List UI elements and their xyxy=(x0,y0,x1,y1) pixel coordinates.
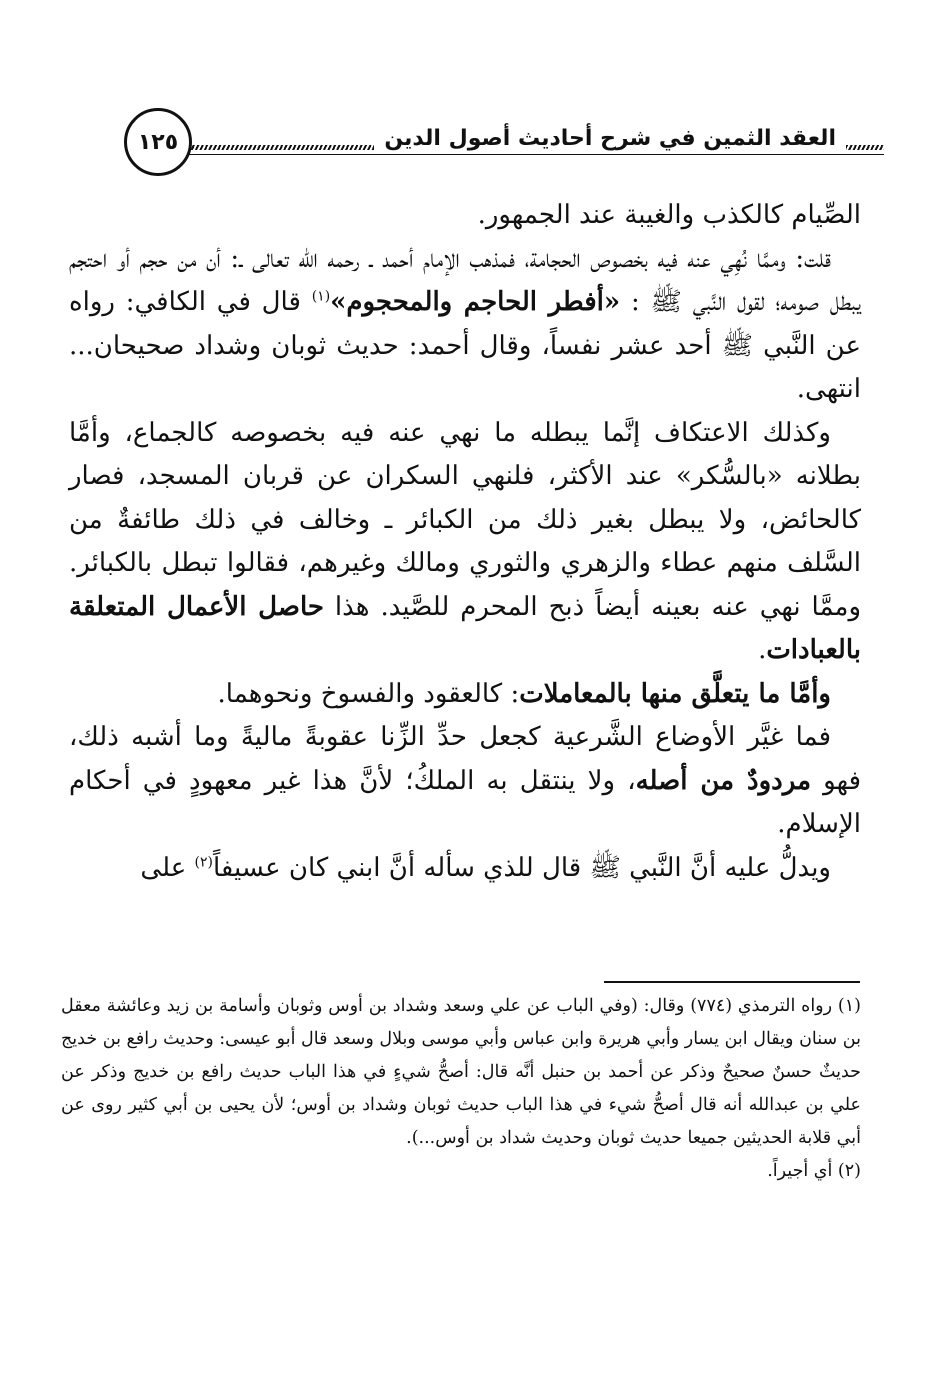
paragraph-3-end: . xyxy=(758,635,767,665)
paragraph-3-text: وكذلك الاعتكاف إنَّما يبطله ما نهي عنه فيه بخصوصه كالجماع، وأمَّا بطلانه «بالسُّكر» عند الأكثر، فلنهي السكران عن قربان المسجد، فصار كالحائض، ولا يبطل بغير ذلك من الكبائر ـ وخالف في ذلك طائفةٌ من السَّلف منهم عطاء والزهري والثوري ومالك وغيرهم، فقالوا تبطل بالكبائر. وممَّا نهي عنه بعينه أيضاً ذبح المحرم للصَّيد. هذا xyxy=(69,417,861,622)
paragraph-2 xyxy=(69,238,861,412)
paragraph-3 xyxy=(69,412,861,673)
paragraph-5 xyxy=(69,716,861,847)
paragraph-2-text-a: قلت: وممَّا نُهِي عنه فيه بخصوص الحجامة، فمذهب الإمام أحمد ـ رحمه الله تعالى ـ: أن من حجم أو احتجم يبطل صومه؛ لقول النَّبي ﷺ : xyxy=(69,243,861,317)
paragraph-6 xyxy=(69,847,861,891)
page-number-badge: ١٢٥ xyxy=(124,108,192,176)
header-rule-line xyxy=(184,154,884,155)
footnote-2: (٢) أي أجيراً. xyxy=(767,1161,861,1181)
hadith-quote: «أفطر الحاجم والمحجوم» xyxy=(330,287,621,317)
paragraph-4-bold: وأمَّا ما يتعلَّق منها بالمعاملات xyxy=(519,678,831,709)
paragraph-2-text-b: قال في الكافي: رواه عن النَّبي ﷺ أحد عشر نفساً، وقال أحمد: حديث ثوبان وشداد صحيحان... انتهى. xyxy=(69,287,861,404)
page-header xyxy=(104,104,884,178)
footnote-1: (١) رواه الترمذي (٧٧٤) وقال: (وفي الباب عن علي وسعد وشداد بن أوس وثوبان وأسامة بن زيد وعائشة معقل بن سنان ويقال ابن يسار وأبي هريرة وابن عباس وأبي موسى وبلال وسعد قال أبو عيسى: وحديث رافع بن خديج حديثٌ حسنٌ صحيحٌ وذكر عن أحمد بن حنبل أنَّه قال: أصحُّ شيءٍ في هذا الباب حديث رافع بن خديج وذكر عن علي بن عبدالله أنه قال أصحُّ شيء في هذا الباب حديث ثوبان وشداد بن أوس؛ لأن يحيى بن أبي كثير روى عن أبي قلابة الحديثين جميعا حديث ثوبان وحديث شداد بن أوس...). xyxy=(61,996,861,1148)
footnote-ref-2[interactable]: (٢) xyxy=(194,853,213,870)
footnotes xyxy=(61,990,861,1188)
main-text xyxy=(69,194,861,890)
paragraph-4 xyxy=(69,673,861,717)
paragraph-4-text: : كالعقود والفسوخ ونحوهما. xyxy=(217,678,520,709)
paragraph-5-bold: مردودٌ من أصله xyxy=(635,765,812,796)
footnote-ref-1[interactable]: (١) xyxy=(311,288,331,305)
footnote-separator xyxy=(604,981,860,983)
paragraph-5-text-b: ، ولا ينتقل به الملكُ؛ لأنَّ هذا غير معهودٍ في أحكام الإسلام. xyxy=(69,765,861,839)
paragraph-6-text-b: على xyxy=(140,852,187,883)
paragraph-5-text-a: فما غيَّر الأوضاع الشَّرعية كجعل حدِّ الزِّنا عقوبةً ماليةً وما أشبه ذلك، فهو xyxy=(69,722,862,796)
running-title: العقد الثمين في شرح أحاديث أصول الدين xyxy=(374,126,846,151)
paragraph-6-text-a: ويدلُّ عليه أنَّ النَّبي ﷺ قال للذي سأله أنَّ ابني كان عسيفاً xyxy=(212,852,831,883)
paragraph-1: الصِّيام كالكذب والغيبة عند الجمهور. xyxy=(477,200,861,230)
paragraph-3-bold: حاصل الأعمال المتعلقة بالعبادات xyxy=(69,591,861,665)
